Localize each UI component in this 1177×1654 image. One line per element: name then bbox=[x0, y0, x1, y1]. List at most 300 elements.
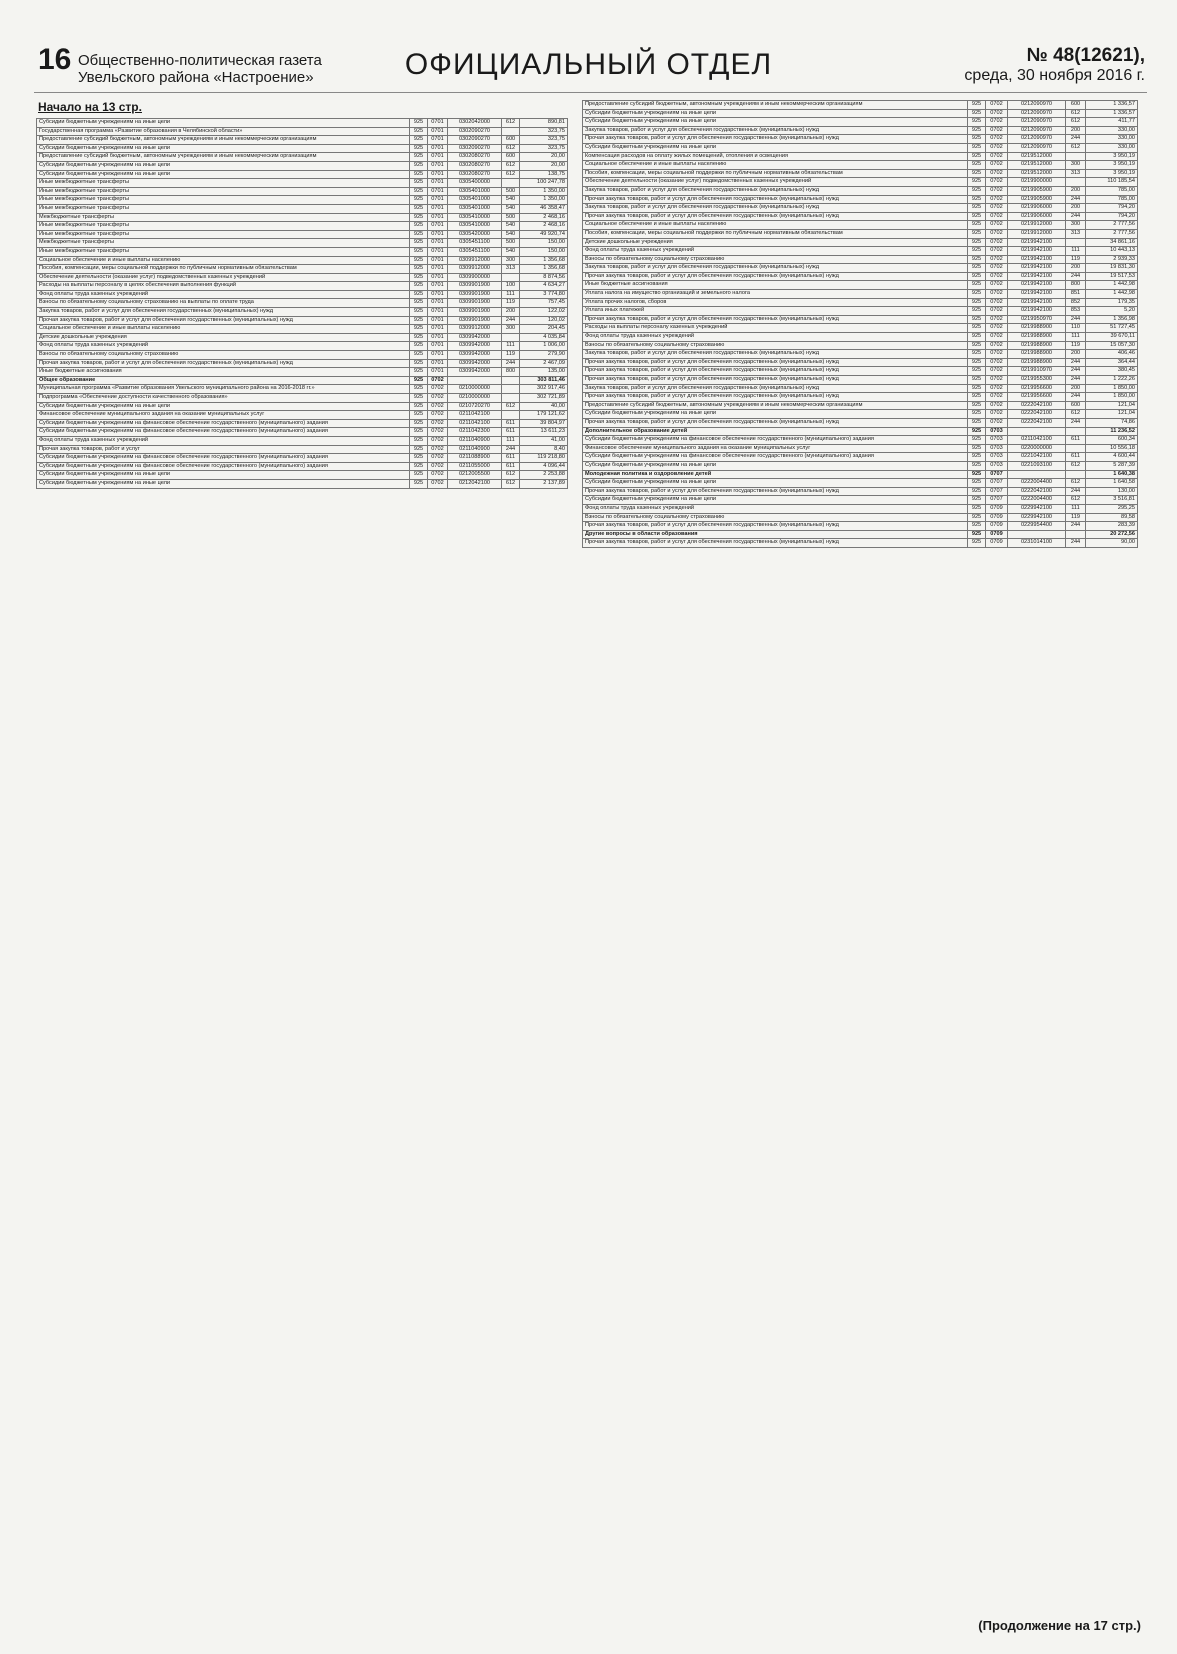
row-amount-cell: 302 721,89 bbox=[520, 394, 568, 403]
table-row bbox=[37, 273, 568, 282]
table-row bbox=[583, 436, 1138, 445]
row-section-code-cell: 0701 bbox=[428, 256, 448, 265]
row-target-code-cell: 0219912000 bbox=[1008, 229, 1066, 238]
row-target-code-cell: 0219988900 bbox=[1008, 341, 1066, 350]
row-target-code-cell: 0222042100 bbox=[1008, 418, 1066, 427]
row-target-code-cell: 0231014100 bbox=[1008, 539, 1066, 548]
row-section-code-cell: 0707 bbox=[986, 496, 1008, 505]
row-name-cell: Субсидии бюджетным учреждениям на иные цели bbox=[583, 496, 968, 505]
row-name-cell: Субсидии бюджетным учреждениям на иные цели bbox=[37, 479, 410, 488]
table-row bbox=[583, 333, 1138, 342]
row-target-code-cell: 0222004400 bbox=[1008, 496, 1066, 505]
row-target-code-cell: 0210720270 bbox=[448, 402, 502, 411]
row-expense-type-cell: 244 bbox=[1066, 212, 1086, 221]
row-target-code-cell: 0222042100 bbox=[1008, 410, 1066, 419]
row-amount-cell: 39 670,11 bbox=[1086, 333, 1138, 342]
table-row bbox=[583, 539, 1138, 548]
row-name-cell: Фонд оплаты труда казенных учреждений bbox=[583, 247, 968, 256]
row-admin-code-cell: 925 bbox=[968, 212, 986, 221]
row-name-cell: Общее образование bbox=[37, 376, 410, 385]
row-admin-code-cell: 925 bbox=[410, 445, 428, 454]
row-admin-code-cell: 925 bbox=[968, 126, 986, 135]
row-target-code-cell: 0302090270 bbox=[448, 127, 502, 136]
table-row bbox=[37, 385, 568, 394]
row-admin-code-cell: 925 bbox=[968, 513, 986, 522]
row-amount-cell: 1 222,26 bbox=[1086, 376, 1138, 385]
row-section-code-cell: 0702 bbox=[428, 428, 448, 437]
row-section-code-cell: 0702 bbox=[986, 333, 1008, 342]
row-amount-cell: 135,00 bbox=[520, 368, 568, 377]
row-name-cell: Взносы по обязательному социальному страхованию bbox=[583, 255, 968, 264]
table-row bbox=[583, 178, 1138, 187]
row-section-code-cell: 0702 bbox=[986, 290, 1008, 299]
row-amount-cell: 90,00 bbox=[1086, 539, 1138, 548]
table-row bbox=[583, 247, 1138, 256]
row-admin-code-cell: 925 bbox=[410, 213, 428, 222]
table-row bbox=[37, 290, 568, 299]
table-row bbox=[583, 324, 1138, 333]
row-expense-type-cell: 612 bbox=[502, 144, 520, 153]
row-amount-cell: 323,75 bbox=[520, 144, 568, 153]
row-section-code-cell: 0702 bbox=[986, 418, 1008, 427]
row-target-code-cell: 0219956600 bbox=[1008, 384, 1066, 393]
table-row bbox=[37, 256, 568, 265]
row-name-cell: Субсидии бюджетным учреждениям на финансовое обеспечение государственного (муниципального) задания bbox=[37, 454, 410, 463]
header-divider bbox=[34, 92, 1147, 93]
row-amount-cell: 40,00 bbox=[520, 402, 568, 411]
row-admin-code-cell: 925 bbox=[968, 204, 986, 213]
row-section-code-cell: 0701 bbox=[428, 119, 448, 128]
continued-from-note: Начало на 13 стр. bbox=[38, 100, 142, 114]
row-admin-code-cell: 925 bbox=[410, 196, 428, 205]
row-target-code-cell: 0219906000 bbox=[1008, 212, 1066, 221]
row-admin-code-cell: 925 bbox=[410, 290, 428, 299]
row-section-code-cell: 0702 bbox=[986, 247, 1008, 256]
row-expense-type-cell: 851 bbox=[1066, 290, 1086, 299]
row-amount-cell: 1 640,58 bbox=[1086, 479, 1138, 488]
table-row bbox=[583, 238, 1138, 247]
row-admin-code-cell: 925 bbox=[410, 385, 428, 394]
row-section-code-cell: 0702 bbox=[986, 410, 1008, 419]
row-target-code-cell: 0210000000 bbox=[448, 385, 502, 394]
row-amount-cell: 119 218,80 bbox=[520, 454, 568, 463]
table-row bbox=[583, 221, 1138, 230]
row-name-cell: Субсидии бюджетным учреждениям на иные цели bbox=[37, 170, 410, 179]
row-name-cell: Субсидии бюджетным учреждениям на иные цели bbox=[37, 119, 410, 128]
table-row bbox=[583, 470, 1138, 479]
section-title: ОФИЦИАЛЬНЫЙ ОТДЕЛ bbox=[404, 48, 773, 81]
row-expense-type-cell: 611 bbox=[502, 428, 520, 437]
row-amount-cell: 785,00 bbox=[1086, 186, 1138, 195]
table-row bbox=[583, 281, 1138, 290]
row-admin-code-cell: 925 bbox=[968, 290, 986, 299]
row-admin-code-cell: 925 bbox=[968, 487, 986, 496]
row-admin-code-cell: 925 bbox=[968, 281, 986, 290]
row-name-cell: Фонд оплаты труда казенных учреждений bbox=[583, 333, 968, 342]
row-section-code-cell: 0701 bbox=[428, 170, 448, 179]
row-section-code-cell: 0701 bbox=[428, 325, 448, 334]
right-column bbox=[582, 100, 1138, 1584]
table-row bbox=[37, 454, 568, 463]
row-amount-cell: 330,00 bbox=[1086, 135, 1138, 144]
row-name-cell: Фонд оплаты труда казенных учреждений bbox=[37, 436, 410, 445]
row-admin-code-cell: 925 bbox=[968, 152, 986, 161]
row-name-cell: Закупка товаров, работ и услуг для обеспечения государственных (муниципальных) нужд bbox=[583, 384, 968, 393]
row-expense-type-cell: 611 bbox=[1066, 436, 1086, 445]
row-expense-type-cell bbox=[502, 376, 520, 385]
row-amount-cell: 20 272,56 bbox=[1086, 530, 1138, 539]
row-name-cell: Взносы по обязательному социальному страхованию bbox=[583, 513, 968, 522]
row-expense-type-cell: 244 bbox=[1066, 487, 1086, 496]
row-admin-code-cell: 925 bbox=[968, 264, 986, 273]
row-name-cell: Взносы по обязательному социальному страхованию bbox=[37, 351, 410, 360]
table-row bbox=[37, 239, 568, 248]
row-expense-type-cell: 200 bbox=[1066, 350, 1086, 359]
row-expense-type-cell: 612 bbox=[1066, 410, 1086, 419]
row-expense-type-cell: 500 bbox=[502, 239, 520, 248]
row-section-code-cell: 0703 bbox=[986, 436, 1008, 445]
table-row bbox=[583, 186, 1138, 195]
row-expense-type-cell bbox=[1066, 238, 1086, 247]
table-row bbox=[37, 394, 568, 403]
row-section-code-cell: 0701 bbox=[428, 333, 448, 342]
row-name-cell: Расходы на выплаты персоналу казенных учреждений bbox=[583, 324, 968, 333]
row-expense-type-cell: 119 bbox=[502, 351, 520, 360]
row-target-code-cell: 0229942100 bbox=[1008, 504, 1066, 513]
row-name-cell: Прочая закупка товаров, работ и услуг для обеспечения государственных (муниципальных) нужд bbox=[583, 272, 968, 281]
row-amount-cell: 10 443,13 bbox=[1086, 247, 1138, 256]
row-expense-type-cell: 612 bbox=[1066, 109, 1086, 118]
row-target-code-cell: 0219988900 bbox=[1008, 358, 1066, 367]
row-section-code-cell: 0709 bbox=[986, 513, 1008, 522]
row-name-cell: Прочая закупка товаров, работ и услуг для обеспечения государственных (муниципальных) нужд bbox=[37, 316, 410, 325]
issue-date: среда, 30 ноября 2016 г. bbox=[964, 67, 1145, 84]
row-expense-type-cell: 500 bbox=[502, 187, 520, 196]
table-row bbox=[37, 153, 568, 162]
row-name-cell: Субсидии бюджетным учреждениям на иные цели bbox=[583, 461, 968, 470]
row-target-code-cell: 0305420000 bbox=[448, 230, 502, 239]
row-amount-cell: 323,75 bbox=[520, 136, 568, 145]
row-amount-cell: 364,44 bbox=[1086, 358, 1138, 367]
table-row bbox=[37, 436, 568, 445]
table-row bbox=[583, 358, 1138, 367]
row-target-code-cell: 0219942100 bbox=[1008, 298, 1066, 307]
row-amount-cell: 19 517,53 bbox=[1086, 272, 1138, 281]
row-admin-code-cell: 925 bbox=[968, 453, 986, 462]
row-amount-cell: 49 920,74 bbox=[520, 230, 568, 239]
row-expense-type-cell: 200 bbox=[1066, 264, 1086, 273]
row-section-code-cell: 0701 bbox=[428, 316, 448, 325]
row-name-cell: Межбюджетные трансферты bbox=[37, 213, 410, 222]
row-expense-type-cell bbox=[502, 394, 520, 403]
row-section-code-cell: 0702 bbox=[986, 298, 1008, 307]
table-row bbox=[583, 255, 1138, 264]
row-target-code-cell: 0305401000 bbox=[448, 204, 502, 213]
table-row bbox=[37, 144, 568, 153]
table-row bbox=[37, 316, 568, 325]
table-row bbox=[583, 143, 1138, 152]
row-expense-type-cell: 119 bbox=[1066, 255, 1086, 264]
row-target-code-cell: 0219512000 bbox=[1008, 169, 1066, 178]
row-amount-cell: 1 442,98 bbox=[1086, 290, 1138, 299]
row-name-cell: Прочая закупка товаров, работ и услуг для обеспечения государственных (муниципальных) нужд bbox=[583, 418, 968, 427]
row-section-code-cell: 0701 bbox=[428, 368, 448, 377]
row-section-code-cell: 0701 bbox=[428, 127, 448, 136]
row-section-code-cell: 0707 bbox=[986, 487, 1008, 496]
row-target-code-cell: 0305451100 bbox=[448, 247, 502, 256]
row-expense-type-cell: 244 bbox=[1066, 418, 1086, 427]
row-expense-type-cell: 612 bbox=[1066, 118, 1086, 127]
row-name-cell: Предоставление субсидий бюджетным, автономным учреждениям и иным некоммерческим организациям bbox=[37, 153, 410, 162]
table-row bbox=[37, 445, 568, 454]
row-name-cell: Компенсация расходов на оплату жилых помещений, отопления и освещения bbox=[583, 152, 968, 161]
row-section-code-cell: 0701 bbox=[428, 247, 448, 256]
row-amount-cell: 757,45 bbox=[520, 299, 568, 308]
row-admin-code-cell: 925 bbox=[968, 307, 986, 316]
row-target-code-cell: 0302080270 bbox=[448, 153, 502, 162]
row-name-cell: Финансовое обеспечение муниципального задания на оказание муниципальных услуг bbox=[37, 411, 410, 420]
row-name-cell: Прочая закупка товаров, работ и услуг для обеспечения государственных (муниципальных) нужд bbox=[583, 539, 968, 548]
row-section-code-cell: 0702 bbox=[428, 411, 448, 420]
row-amount-cell: 39 804,97 bbox=[520, 419, 568, 428]
row-admin-code-cell: 925 bbox=[410, 419, 428, 428]
row-target-code-cell: 0219512000 bbox=[1008, 161, 1066, 170]
row-admin-code-cell: 925 bbox=[968, 333, 986, 342]
row-amount-cell: 2 777,56 bbox=[1086, 229, 1138, 238]
table-row bbox=[37, 333, 568, 342]
row-name-cell: Социальное обеспечение и иные выплаты населению bbox=[583, 161, 968, 170]
table-row bbox=[583, 195, 1138, 204]
row-target-code-cell: 0210000000 bbox=[448, 394, 502, 403]
row-section-code-cell: 0701 bbox=[428, 265, 448, 274]
table-row bbox=[37, 247, 568, 256]
table-row bbox=[583, 212, 1138, 221]
row-admin-code-cell: 925 bbox=[410, 316, 428, 325]
row-name-cell: Субсидии бюджетным учреждениям на финансовое обеспечение государственного (муниципального) задания bbox=[37, 462, 410, 471]
row-amount-cell: 411,77 bbox=[1086, 118, 1138, 127]
row-target-code-cell: 0222004400 bbox=[1008, 479, 1066, 488]
row-target-code-cell bbox=[1008, 427, 1066, 436]
row-amount-cell: 4 035,84 bbox=[520, 333, 568, 342]
row-section-code-cell: 0702 bbox=[986, 272, 1008, 281]
row-expense-type-cell: 119 bbox=[502, 299, 520, 308]
row-expense-type-cell: 244 bbox=[1066, 272, 1086, 281]
row-amount-cell: 295,25 bbox=[1086, 504, 1138, 513]
row-amount-cell: 1 350,00 bbox=[520, 196, 568, 205]
row-amount-cell: 8,40 bbox=[520, 445, 568, 454]
table-row bbox=[583, 126, 1138, 135]
row-amount-cell: 179,35 bbox=[1086, 298, 1138, 307]
row-section-code-cell: 0702 bbox=[986, 195, 1008, 204]
row-target-code-cell: 0220000000 bbox=[1008, 444, 1066, 453]
row-amount-cell: 380,45 bbox=[1086, 367, 1138, 376]
row-expense-type-cell: 200 bbox=[1066, 126, 1086, 135]
row-target-code-cell: 0219905900 bbox=[1008, 186, 1066, 195]
table-row bbox=[583, 453, 1138, 462]
table-row bbox=[583, 401, 1138, 410]
row-target-code-cell: 0212042100 bbox=[448, 479, 502, 488]
table-row bbox=[583, 367, 1138, 376]
row-section-code-cell: 0702 bbox=[986, 221, 1008, 230]
row-admin-code-cell: 925 bbox=[968, 221, 986, 230]
row-target-code-cell: 0302090270 bbox=[448, 136, 502, 145]
row-expense-type-cell: 244 bbox=[502, 445, 520, 454]
row-target-code-cell: 0309901900 bbox=[448, 316, 502, 325]
row-expense-type-cell: 200 bbox=[1066, 384, 1086, 393]
row-section-code-cell: 0703 bbox=[986, 427, 1008, 436]
table-row bbox=[37, 342, 568, 351]
row-target-code-cell: 0309942000 bbox=[448, 333, 502, 342]
row-admin-code-cell: 925 bbox=[410, 119, 428, 128]
row-admin-code-cell: 925 bbox=[410, 204, 428, 213]
row-expense-type-cell: 800 bbox=[1066, 281, 1086, 290]
row-target-code-cell: 0219942100 bbox=[1008, 290, 1066, 299]
row-expense-type-cell bbox=[502, 127, 520, 136]
row-target-code-cell: 0219512000 bbox=[1008, 152, 1066, 161]
row-expense-type-cell: 612 bbox=[502, 402, 520, 411]
row-amount-cell: 1 336,57 bbox=[1086, 109, 1138, 118]
row-admin-code-cell: 925 bbox=[968, 118, 986, 127]
row-expense-type-cell: 200 bbox=[1066, 204, 1086, 213]
row-section-code-cell: 0702 bbox=[986, 101, 1008, 110]
row-section-code-cell: 0701 bbox=[428, 196, 448, 205]
table-row bbox=[37, 161, 568, 170]
row-target-code-cell: 0305451100 bbox=[448, 239, 502, 248]
row-expense-type-cell bbox=[502, 385, 520, 394]
row-admin-code-cell: 925 bbox=[410, 265, 428, 274]
row-name-cell: Прочая закупка товаров, работ и услуг для обеспечения государственных (муниципальных) нужд bbox=[37, 359, 410, 368]
row-admin-code-cell: 925 bbox=[410, 153, 428, 162]
row-target-code-cell: 0309942000 bbox=[448, 342, 502, 351]
left-column bbox=[36, 100, 568, 1584]
newspaper-name-line1: Общественно-политическая газета bbox=[78, 52, 322, 69]
row-section-code-cell: 0702 bbox=[986, 178, 1008, 187]
budget-table-left bbox=[36, 118, 568, 489]
row-expense-type-cell: 612 bbox=[502, 471, 520, 480]
row-admin-code-cell: 925 bbox=[968, 522, 986, 531]
row-target-code-cell: 0219942100 bbox=[1008, 247, 1066, 256]
row-amount-cell: 74,86 bbox=[1086, 418, 1138, 427]
row-expense-type-cell: 500 bbox=[502, 213, 520, 222]
table-row bbox=[583, 298, 1138, 307]
table-row bbox=[583, 530, 1138, 539]
row-expense-type-cell: 119 bbox=[1066, 513, 1086, 522]
row-expense-type-cell: 600 bbox=[502, 136, 520, 145]
row-target-code-cell: 0309901900 bbox=[448, 290, 502, 299]
row-amount-cell: 121,04 bbox=[1086, 401, 1138, 410]
table-row bbox=[37, 282, 568, 291]
row-name-cell: Уплата налога на имущество организаций и земельного налога bbox=[583, 290, 968, 299]
row-amount-cell: 406,46 bbox=[1086, 350, 1138, 359]
row-expense-type-cell: 313 bbox=[502, 265, 520, 274]
row-target-code-cell: 0309901900 bbox=[448, 282, 502, 291]
row-target-code-cell: 0309900000 bbox=[448, 273, 502, 282]
row-admin-code-cell: 925 bbox=[410, 187, 428, 196]
row-name-cell: Финансовое обеспечение муниципального задания на оказание муниципальных услуг bbox=[583, 444, 968, 453]
table-row bbox=[37, 351, 568, 360]
row-admin-code-cell: 925 bbox=[968, 247, 986, 256]
table-row bbox=[583, 109, 1138, 118]
row-amount-cell: 3 950,19 bbox=[1086, 152, 1138, 161]
table-row bbox=[37, 368, 568, 377]
row-admin-code-cell: 925 bbox=[410, 376, 428, 385]
row-admin-code-cell: 925 bbox=[968, 444, 986, 453]
row-name-cell: Межбюджетные трансферты bbox=[37, 239, 410, 248]
row-name-cell: Субсидии бюджетным учреждениям на финансовое обеспечение государственного (муниципального) задания bbox=[583, 436, 968, 445]
table-row bbox=[583, 393, 1138, 402]
row-target-code-cell: 0309912000 bbox=[448, 325, 502, 334]
row-section-code-cell: 0702 bbox=[986, 376, 1008, 385]
table-row bbox=[583, 315, 1138, 324]
row-expense-type-cell: 611 bbox=[502, 462, 520, 471]
row-name-cell: Муниципальная программа «Развитие образования Увельского муниципального района на 2016-2018 гг.» bbox=[37, 385, 410, 394]
row-section-code-cell: 0702 bbox=[986, 118, 1008, 127]
row-target-code-cell: 0309912000 bbox=[448, 265, 502, 274]
row-amount-cell: 279,90 bbox=[520, 351, 568, 360]
row-name-cell: Субсидии бюджетным учреждениям на иные цели bbox=[37, 161, 410, 170]
row-amount-cell: 20,00 bbox=[520, 153, 568, 162]
row-target-code-cell: 0219942100 bbox=[1008, 272, 1066, 281]
row-amount-cell: 3 516,81 bbox=[1086, 496, 1138, 505]
row-section-code-cell: 0701 bbox=[428, 144, 448, 153]
row-section-code-cell: 0702 bbox=[428, 419, 448, 428]
row-section-code-cell: 0702 bbox=[986, 281, 1008, 290]
row-amount-cell: 1 850,00 bbox=[1086, 384, 1138, 393]
row-admin-code-cell: 925 bbox=[410, 247, 428, 256]
row-target-code-cell: 0211040900 bbox=[448, 436, 502, 445]
row-expense-type-cell bbox=[1066, 427, 1086, 436]
row-amount-cell: 41,00 bbox=[520, 436, 568, 445]
row-name-cell: Детские дошкольные учреждения bbox=[37, 333, 410, 342]
row-name-cell: Прочая закупка товаров, работ и услуг для обеспечения государственных (муниципальных) нужд bbox=[583, 367, 968, 376]
row-name-cell: Закупка товаров, работ и услуг для обеспечения государственных (муниципальных) нужд bbox=[583, 350, 968, 359]
row-amount-cell: 10 556,18 bbox=[1086, 444, 1138, 453]
row-section-code-cell: 0702 bbox=[428, 402, 448, 411]
row-name-cell: Закупка товаров, работ и услуг для обеспечения государственных (муниципальных) нужд bbox=[583, 186, 968, 195]
row-expense-type-cell: 612 bbox=[1066, 143, 1086, 152]
row-amount-cell: 1 356,98 bbox=[1086, 315, 1138, 324]
row-admin-code-cell: 925 bbox=[410, 256, 428, 265]
table-row bbox=[583, 169, 1138, 178]
row-admin-code-cell: 925 bbox=[410, 436, 428, 445]
row-section-code-cell: 0702 bbox=[986, 238, 1008, 247]
row-target-code-cell: 0212005500 bbox=[448, 471, 502, 480]
table-row bbox=[583, 384, 1138, 393]
row-expense-type-cell: 244 bbox=[1066, 315, 1086, 324]
row-admin-code-cell: 925 bbox=[410, 411, 428, 420]
row-admin-code-cell: 925 bbox=[410, 273, 428, 282]
row-section-code-cell: 0702 bbox=[986, 152, 1008, 161]
table-row bbox=[37, 127, 568, 136]
row-expense-type-cell: 244 bbox=[1066, 539, 1086, 548]
row-expense-type-cell: 800 bbox=[502, 368, 520, 377]
row-target-code-cell: 0229954400 bbox=[1008, 522, 1066, 531]
row-name-cell: Иные межбюджетные трансферты bbox=[37, 187, 410, 196]
row-expense-type-cell: 612 bbox=[502, 170, 520, 179]
row-amount-cell: 1 640,38 bbox=[1086, 470, 1138, 479]
row-name-cell: Фонд оплаты труда казенных учреждений bbox=[37, 290, 410, 299]
row-name-cell: Прочая закупка товаров, работ и услуг для обеспечения государственных (муниципальных) нужд bbox=[583, 522, 968, 531]
row-expense-type-cell: 300 bbox=[502, 325, 520, 334]
row-section-code-cell: 0707 bbox=[986, 470, 1008, 479]
row-admin-code-cell: 925 bbox=[410, 144, 428, 153]
row-name-cell: Молодежная политика и оздоровление детей bbox=[583, 470, 968, 479]
row-admin-code-cell: 925 bbox=[410, 462, 428, 471]
row-name-cell: Иные межбюджетные трансферты bbox=[37, 196, 410, 205]
table-row bbox=[37, 299, 568, 308]
row-amount-cell: 130,00 bbox=[1086, 487, 1138, 496]
row-section-code-cell: 0701 bbox=[428, 342, 448, 351]
